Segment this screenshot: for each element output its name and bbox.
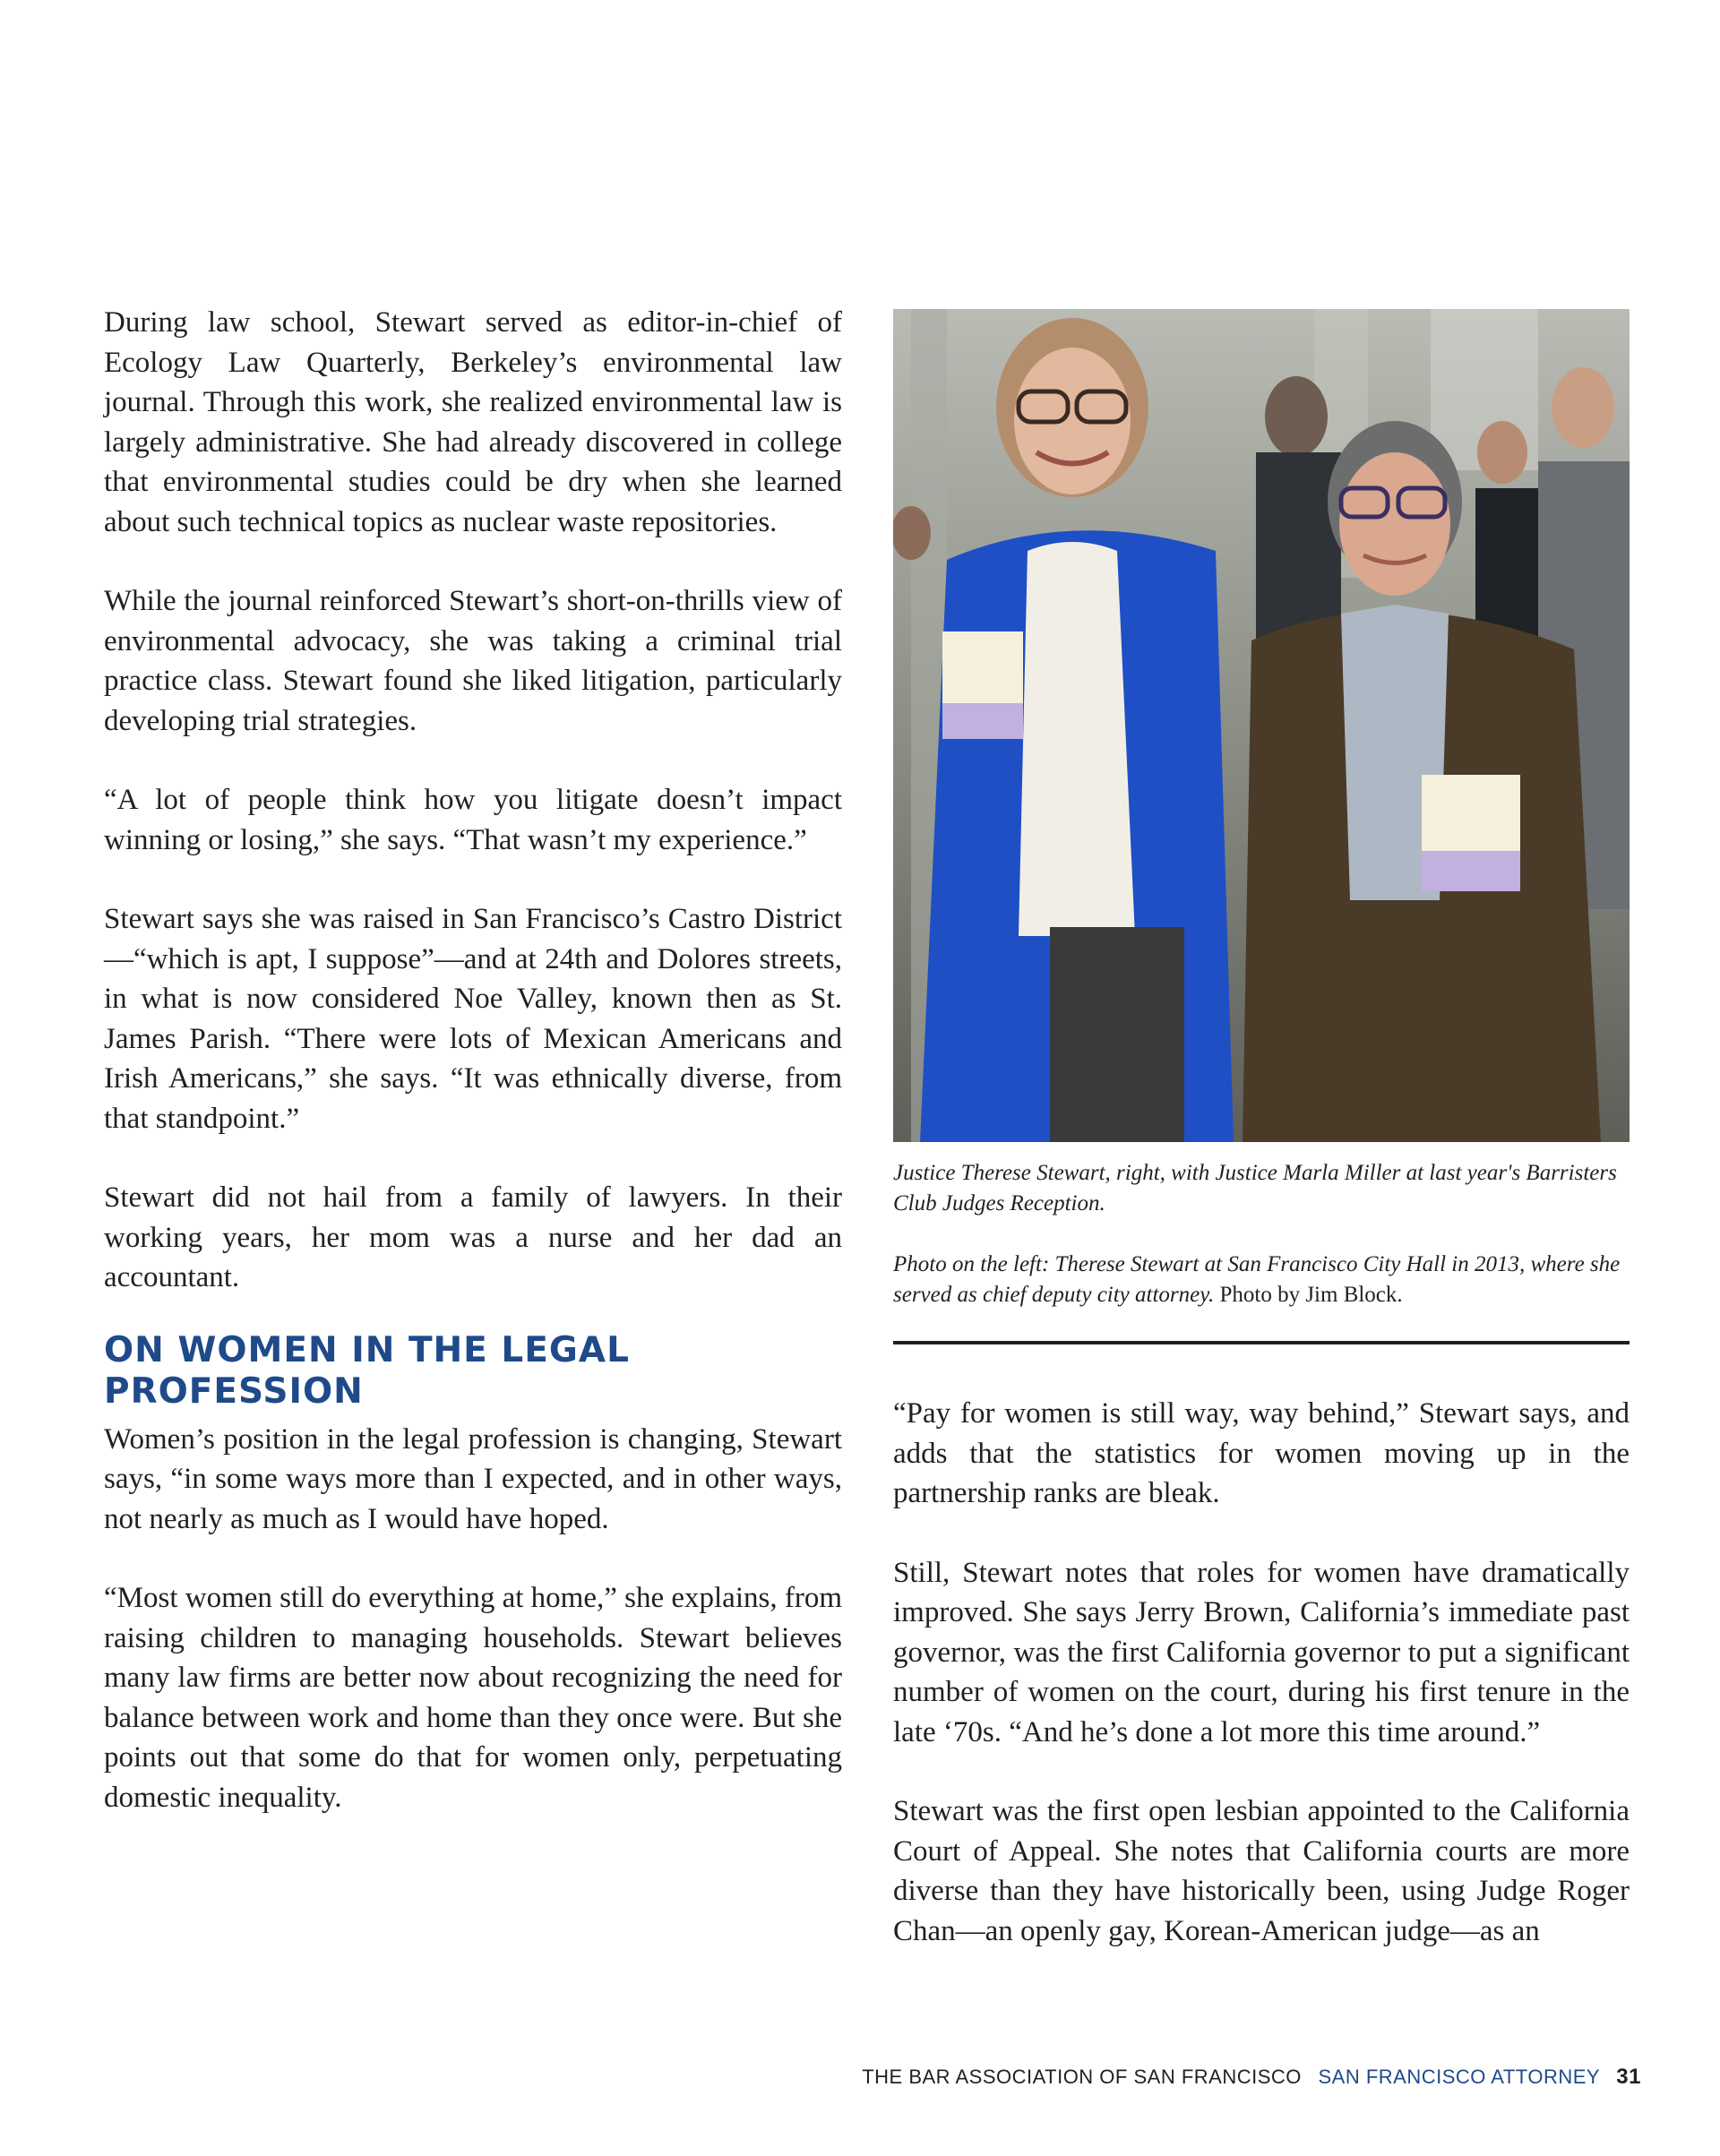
page-footer (862, 2065, 1641, 2090)
section-heading: ON WOMEN IN THE LEGAL PROFESSION (104, 1329, 630, 1412)
footer-magazine: SAN FRANCISCO ATTORNEY (1318, 2066, 1600, 2088)
body-paragraph: During law school, Stewart served as editor-in-chief of Ecology Law Quarterly, Berkeley’s environmental law journal. Through this work, she realized environmental law is largely administrative. She had already discovered in college that environmental studies could be dry when she learned about such technical topics as nuclear waste repositories. (104, 306, 842, 538)
body-paragraph: Stewart did not hail from a family of lawyers. In their working years, her mom was a nurse and her dad an accountant. (104, 1181, 842, 1293)
right-column (893, 1394, 1630, 1951)
event-photo (893, 309, 1630, 1142)
body-paragraph: “Pay for women is still way, way behind,” Stewart says, and adds that the statistics for women moving up in the partnership ranks are bleak. (893, 1397, 1630, 1509)
body-paragraph: Stewart says she was raised in San Francisco’s Castro District—“which is apt, I suppose”—and at 24th and Dolores streets, in what is now considered Noe Valley, known then as St. James Parish. “There were lots of Mexican Americans and Irish Americans,” she says. “It was ethnically diverse, from that standpoint.” (104, 903, 842, 1135)
body-paragraph: While the journal reinforced Stewart’s short-on-thrills view of environmental advocacy, she was taking a criminal trial practice class. Stewart found she liked litigation, particularly developing trial strategies. (104, 585, 842, 737)
left-person-blouse (1019, 542, 1135, 936)
page-number: 31 (1616, 2065, 1641, 2089)
caption-line2: Photo on the left: Therese Stewart at San Francisco City Hall in 2013, where she served as chief deputy city attorney. (893, 1252, 1621, 1307)
body-paragraph: “A lot of people think how you litigate doesn’t impact winning or losing,” she says. “That wasn’t my experience.” (104, 784, 842, 856)
caption-line1: Justice Therese Stewart, right, with Justice Marla Miller at last year's Barristers Club Judges Reception. (893, 1161, 1617, 1215)
left-column (104, 303, 842, 1817)
caption-divider (893, 1341, 1630, 1344)
body-paragraph: Stewart was the first open lesbian appointed to the California Court of Appeal. She notes that California courts are more diverse than they have historically been, using Judge Roger Chan—an openly gay, Korean-American judge—as an (893, 1795, 1630, 1947)
body-paragraph: “Most women still do everything at home,” she explains, from raising children to managing households. Stewart believes many law firms are better now about recognizing the need for balance between work and home than they once were. But she points out that some do that for women only, perpetuating domestic inequality. (104, 1582, 842, 1814)
footer-org: THE BAR ASSOCIATION OF SAN FRANCISCO (862, 2066, 1302, 2088)
body-paragraph: Still, Stewart notes that roles for women have dramatically improved. She says Jerry Brown, California’s immediate past governor, was the first California governor to put a significant number of women on the court, during his first tenure in the late ‘70s. “And he’s done a lot more this time around.” (893, 1556, 1630, 1748)
right-person-face (1339, 452, 1450, 596)
photo-caption (893, 1158, 1630, 1310)
photo-credit: Photo by Jim Block. (1219, 1283, 1403, 1307)
body-paragraph: Women’s position in the legal profession is changing, Stewart says, “in some ways more than I expected, and in other ways, not nearly as much as I would have hoped. (104, 1422, 842, 1535)
